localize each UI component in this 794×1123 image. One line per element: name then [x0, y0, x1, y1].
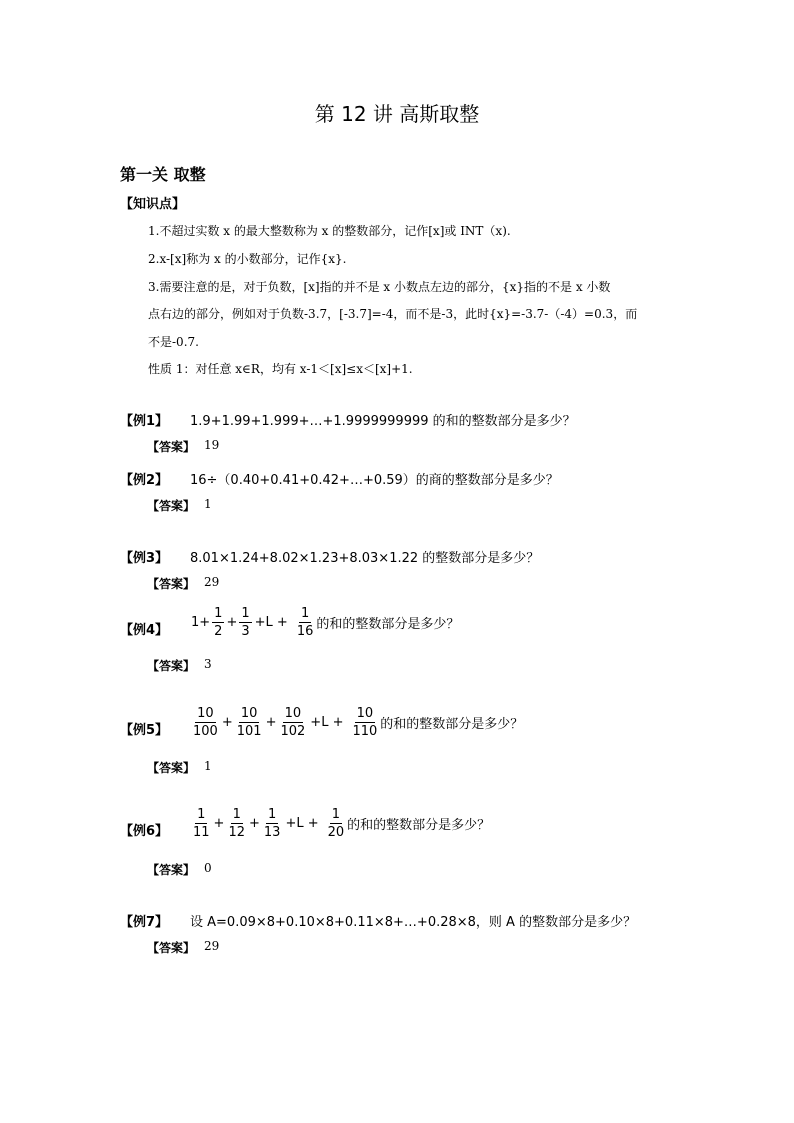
- example-7-answer: 29: [204, 939, 220, 953]
- fraction: $\frac{1}{20}$: [327, 807, 345, 840]
- example-1-question: 1.9+1.99+1.999+…+1.9999999999 的和的整数部分是多少？: [190, 414, 576, 429]
- example-5-answer-label: 【答案】: [147, 761, 196, 775]
- example-7-question: 设 A=0.09×8+0.10×8+0.11×8+…+0.28×8，则 A 的整数部分是多少？: [190, 915, 637, 930]
- example-4-expression: 1+ $\frac{1}{2}$ + $\frac{1}{3}$ +L + $\frac{1}{16}$ 的和的整数部分是多少？: [191, 606, 460, 639]
- fraction: $\frac{10}{100}$: [193, 706, 218, 739]
- knowledge-line-4: 性质 1：对任意 x∈R，均有 x-1＜[x]≤x＜[x]+1.: [148, 362, 413, 376]
- fraction: $\frac{1}{11}$: [193, 807, 210, 840]
- fraction: $\frac{1}{13}$: [263, 807, 281, 840]
- example-1-answer: 19: [204, 438, 220, 452]
- example-6-expression: $\frac{1}{11}$ + $\frac{1}{12}$ + $\frac{1}{13}$ +L + $\frac{1}{20}$ 的和的整数部分是多少？: [193, 807, 491, 840]
- example-7-label: 【例7】: [120, 915, 169, 930]
- example-4-answer-label: 【答案】: [147, 659, 196, 673]
- knowledge-line-2: 2.x-[x]称为 x 的小数部分，记作{x}.: [148, 252, 347, 266]
- knowledge-line-3b: 点右边的部分，例如对于负数-3.7，[-3.7]=-4，而不是-3，此时{x}=-3.7-（-4）=0.3，而: [148, 307, 638, 321]
- example-4-answer: 3: [204, 657, 212, 671]
- fraction: $\frac{1}{16}$: [296, 606, 314, 639]
- example-6-answer-label: 【答案】: [147, 863, 196, 877]
- fraction: $\frac{1}{12}$: [228, 807, 245, 840]
- example-2-answer-label: 【答案】: [147, 499, 196, 513]
- example-6-label: 【例6】: [120, 824, 169, 839]
- section-heading: 第一关 取整: [120, 165, 206, 184]
- example-5-label: 【例5】: [120, 723, 169, 738]
- page-title: 第 12 讲 高斯取整: [314, 102, 480, 126]
- example-6-answer: 0: [204, 861, 212, 875]
- example-2-question: 16÷（0.40+0.41+0.42+…+0.59）的商的整数部分是多少？: [190, 473, 559, 488]
- knowledge-line-1: 1.不超过实数 x 的最大整数称为 x 的整数部分，记作[x]或 INT（x).: [148, 224, 511, 238]
- example-4-label: 【例4】: [120, 623, 169, 638]
- example-2-label: 【例2】: [120, 473, 169, 488]
- example-1-answer-label: 【答案】: [147, 440, 196, 454]
- example-3-answer: 29: [204, 575, 220, 589]
- fraction: $\frac{10}{110}$: [352, 706, 378, 739]
- example-6-suffix: 的和的整数部分是多少？: [347, 818, 491, 833]
- example-3-answer-label: 【答案】: [147, 577, 196, 591]
- example-1-label: 【例1】: [120, 414, 169, 429]
- example-4-suffix: 的和的整数部分是多少？: [316, 617, 460, 632]
- example-5-suffix: 的和的整数部分是多少？: [380, 717, 524, 732]
- fraction: $\frac{1}{2}$: [214, 606, 223, 639]
- fraction: $\frac{10}{101}$: [236, 706, 262, 739]
- example-7-answer-label: 【答案】: [147, 941, 196, 955]
- example-4-lead: 1+: [191, 615, 211, 630]
- example-3-question: 8.01×1.24+8.02×1.23+8.03×1.22 的整数部分是多少？: [190, 551, 540, 566]
- example-5-answer: 1: [204, 759, 212, 773]
- fraction: $\frac{10}{102}$: [280, 706, 306, 739]
- knowledge-label: 【知识点】: [120, 197, 186, 212]
- example-2-answer: 1: [204, 497, 212, 511]
- example-3-label: 【例3】: [120, 551, 169, 566]
- example-5-expression: $\frac{10}{100}$ + $\frac{10}{101}$ + $\frac{10}{102}$ +L + $\frac{10}{110}$ 的和的整数部分是多少？: [193, 706, 524, 739]
- knowledge-line-3c: 不是-0.7.: [148, 335, 199, 349]
- knowledge-line-3a: 3.需要注意的是，对于负数，[x]指的并不是 x 小数点左边的部分，{x}指的不是 x 小数: [148, 280, 611, 294]
- fraction: $\frac{1}{3}$: [241, 606, 250, 639]
